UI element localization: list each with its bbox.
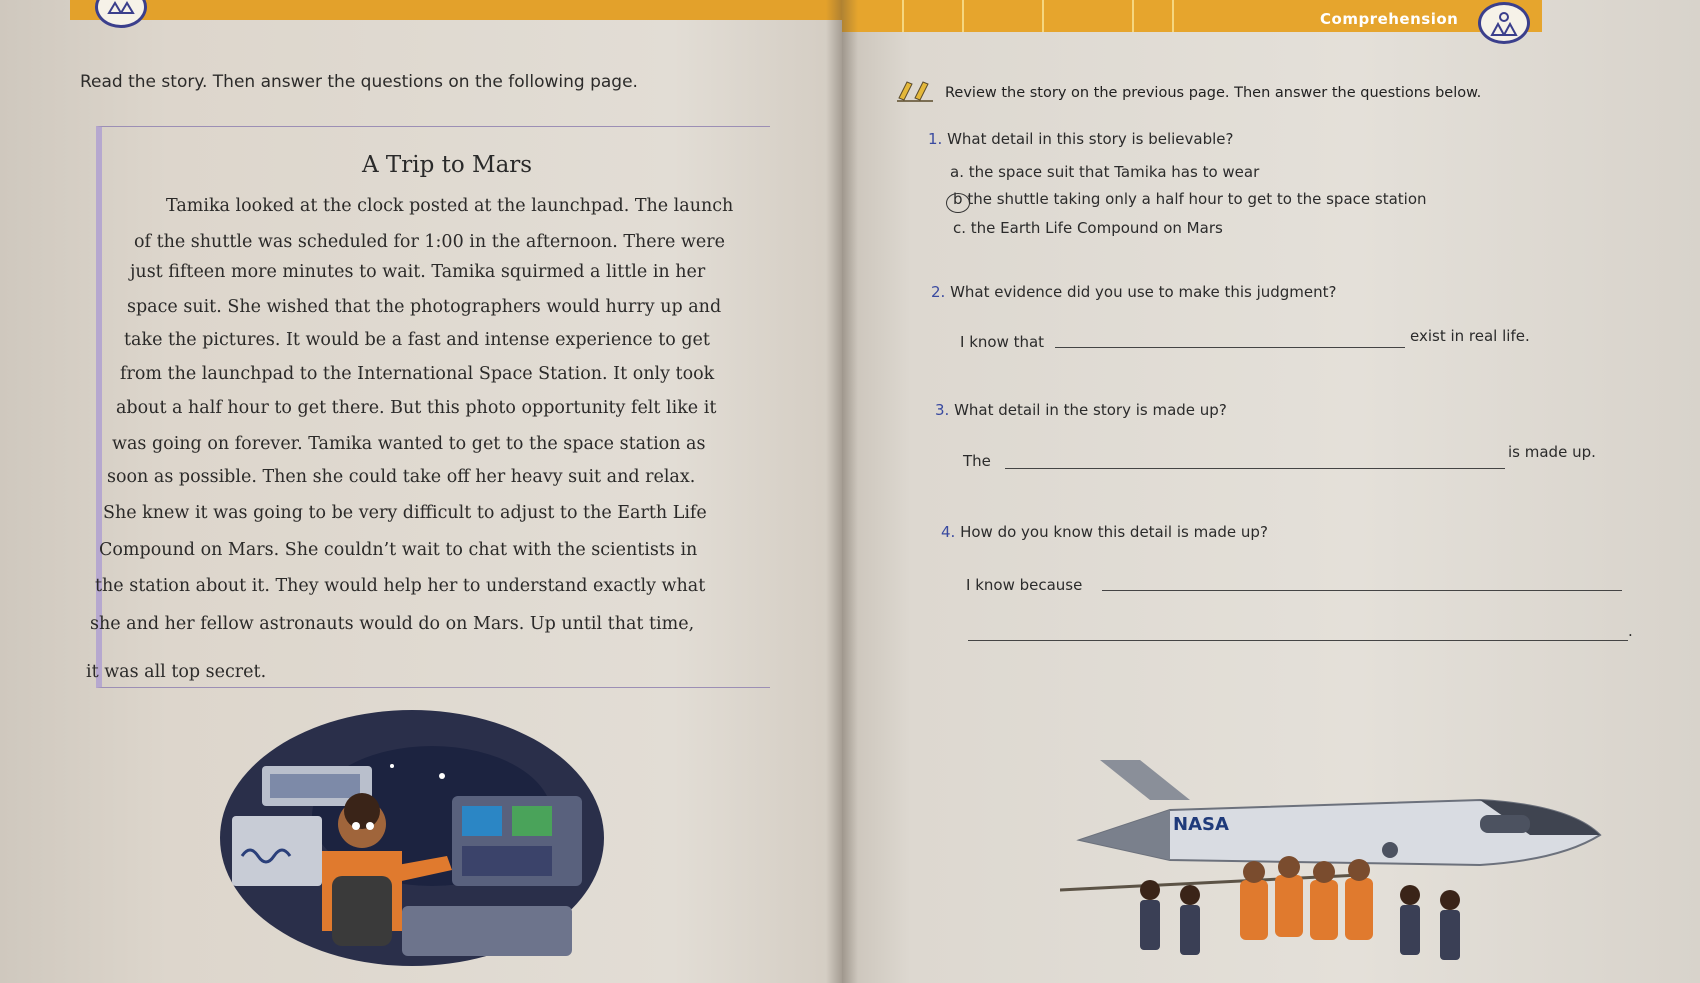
question-1-option-a[interactable]: a. the space suit that Tamika has to wear bbox=[950, 163, 1260, 181]
question-2-prompt-end: exist in real life. bbox=[1410, 327, 1530, 345]
question-4 bbox=[941, 523, 1268, 541]
right-comprehension-badge-icon bbox=[1478, 2, 1530, 44]
section-label: Comprehension bbox=[1320, 10, 1459, 28]
story-line: Compound on Mars. She couldn’t wait to chat with the scientists in bbox=[99, 540, 698, 560]
option-letter: b bbox=[953, 190, 963, 208]
question-number: 4. bbox=[941, 523, 956, 541]
question-2-answer-blank[interactable] bbox=[1055, 347, 1405, 348]
story-line: Tamika looked at the clock posted at the launchpad. The launch bbox=[166, 196, 734, 216]
question-number: 3. bbox=[935, 401, 950, 419]
question-text: How do you know this detail is made up? bbox=[960, 523, 1268, 541]
question-3-prompt-end: is made up. bbox=[1508, 443, 1596, 461]
question-1-option-c[interactable]: c. the Earth Life Compound on Mars bbox=[953, 219, 1223, 237]
story-line: from the launchpad to the International Space Station. It only took bbox=[120, 364, 715, 384]
astronaut-cockpit-illustration bbox=[212, 706, 612, 971]
right-page-instruction: Review the story on the previous page. Then answer the questions below. bbox=[945, 85, 1482, 101]
book-gutter bbox=[826, 0, 858, 983]
question-text: What detail in this story is believable? bbox=[947, 130, 1234, 148]
space-shuttle-crew-illustration bbox=[1060, 730, 1620, 983]
question-2-prompt-start: I know that bbox=[960, 333, 1045, 351]
story-line: just fifteen more minutes to wait. Tamika squirmed a little in her bbox=[130, 262, 706, 282]
question-text: What evidence did you use to make this judgment? bbox=[950, 283, 1337, 301]
question-number: 2. bbox=[931, 283, 946, 301]
nasa-label: NASA bbox=[1173, 814, 1229, 835]
left-page-instruction: Read the story. Then answer the questions on the following page. bbox=[80, 72, 638, 92]
question-4-answer-blank[interactable] bbox=[1102, 590, 1622, 591]
story-line: about a half hour to get there. But this photo opportunity felt like it bbox=[116, 398, 717, 418]
story-line: was going on forever. Tamika wanted to get to the space station as bbox=[112, 434, 706, 454]
question-2 bbox=[931, 283, 1337, 301]
story-line: She knew it was going to be very difficult to adjust to the Earth Life bbox=[103, 503, 707, 523]
question-1 bbox=[928, 130, 1233, 148]
question-1-option-b[interactable] bbox=[953, 190, 1427, 208]
left-page-banner bbox=[70, 0, 842, 20]
question-3-answer-blank[interactable] bbox=[1005, 468, 1505, 469]
question-number: 1. bbox=[928, 130, 943, 148]
question-3 bbox=[935, 401, 1227, 419]
story-line: she and her fellow astronauts would do on Mars. Up until that time, bbox=[90, 614, 695, 634]
question-text: What detail in the story is made up? bbox=[954, 401, 1227, 419]
story-title: A Trip to Mars bbox=[362, 152, 533, 178]
story-line: the station about it. They would help her to understand exactly what bbox=[95, 576, 706, 596]
question-3-prompt-start: The bbox=[963, 452, 991, 470]
story-line: take the pictures. It would be a fast and intense experience to get bbox=[124, 330, 710, 350]
story-line: soon as possible. Then she could take off her heavy suit and relax. bbox=[107, 467, 696, 487]
question-4-prompt-start: I know because bbox=[966, 576, 1083, 594]
question-4-answer-blank-2[interactable] bbox=[968, 640, 1628, 641]
story-line: it was all top secret. bbox=[86, 662, 267, 682]
story-line: of the shuttle was scheduled for 1:00 in the afternoon. There were bbox=[134, 232, 725, 252]
option-text: the shuttle taking only a half hour to get to the space station bbox=[967, 190, 1427, 208]
question-4-prompt-end: . bbox=[1628, 622, 1633, 640]
story-line: space suit. She wished that the photographers would hurry up and bbox=[127, 297, 722, 317]
pencil-icon bbox=[895, 80, 937, 102]
